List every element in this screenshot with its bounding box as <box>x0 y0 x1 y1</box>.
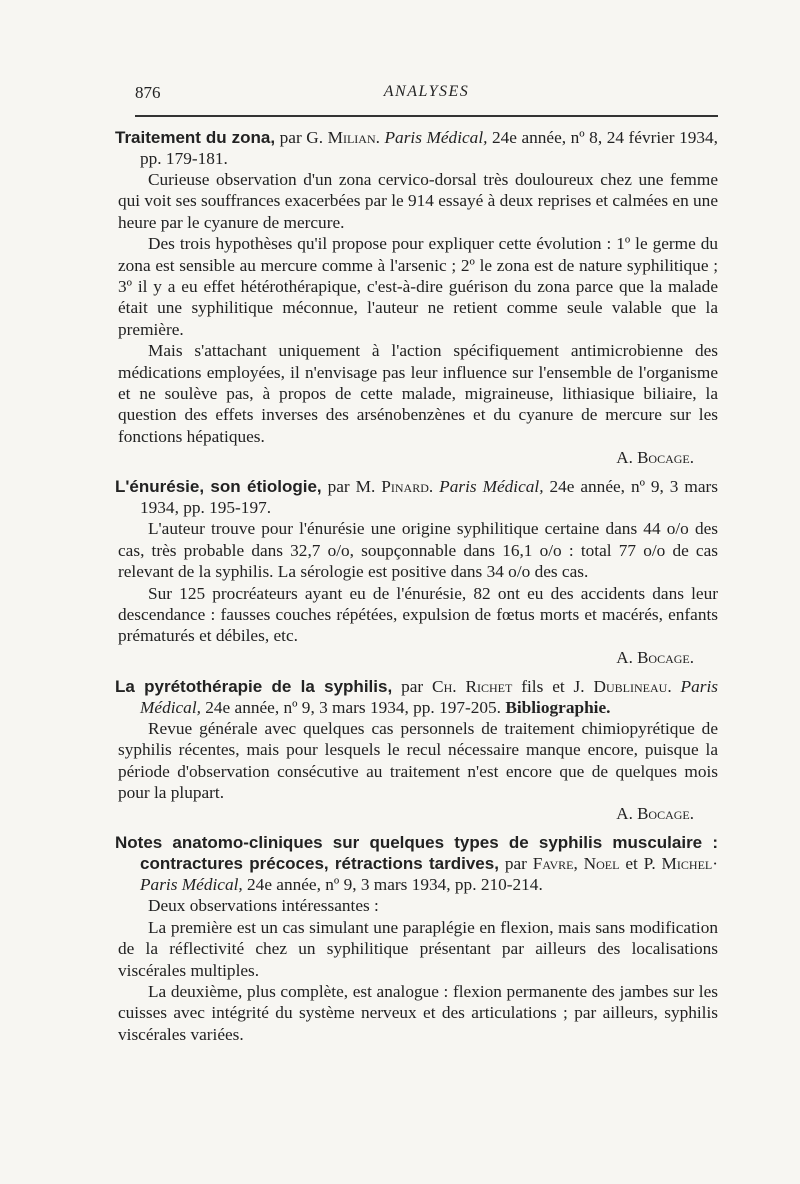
ref-by-2: fils et J. <box>512 676 594 696</box>
bibliography-note: Bibliographie. <box>501 697 611 717</box>
article-author: Pinard. <box>381 477 434 497</box>
article-author-2: Michel· <box>661 854 718 874</box>
page-header <box>135 83 718 107</box>
article-title: Notes anatomo-cliniques sur quelques types de syphilis musculaire : contractures précoces, rétractions tardives, <box>115 833 718 874</box>
ref-by: par <box>392 676 433 696</box>
article-author: Favre, Noel <box>532 854 620 874</box>
journal-name: Paris Médical, <box>439 477 544 497</box>
article-reference <box>115 676 718 718</box>
ref-by: par G. <box>275 128 328 147</box>
ref-details: 24e année, nº 9, 3 mars 1934, pp. 210-214. <box>242 875 543 895</box>
ref-details: 24e année, nº 9, 3 mars 1934, pp. 197-205. <box>200 697 501 717</box>
running-title: ANALYSES <box>383 83 470 100</box>
journal-name: Paris Médical, <box>140 676 718 717</box>
abstract-paragraph: L'auteur trouve pour l'énurésie une origine syphilitique certaine dans 44 o/o des cas, très probable dans 32,7 o/o, soupçonnable dans 16,1 o/o : total 77 o/o de cas relevant de la syphilis. La sérologie est positive dans 34 o/o des cas. <box>118 519 718 582</box>
ref-by: par M. <box>321 477 382 497</box>
abstract-paragraph: Deux observations intéressantes : <box>148 896 379 916</box>
page-number: 876 <box>135 83 161 102</box>
ref-details: 24e année, nº 9, 3 mars 1934, pp. 195-197. <box>140 477 718 518</box>
reviewer-signature: A. Bocage. <box>616 448 694 468</box>
article-title: Traitement du zona, <box>115 128 276 147</box>
article <box>115 832 718 1045</box>
reviewer-signature: A. Bocage. <box>616 804 694 824</box>
article-author-2: Dublineau. <box>593 676 672 696</box>
journal-name: Paris Médical, <box>140 875 243 895</box>
abstract-paragraph: Des trois hypothèses qu'il propose pour expliquer cette évolution : 1º le germe du zona est sensible au mercure comme à l'arsenic ; 2º le zona est de nature syphilitique ; 3º il y a eu effet hétérothérapique, c'est-à-dire guérison du zona parce que la malade était une syphilitique méconnue, l'auteur ne retient comme seule valable que la première. <box>118 234 718 339</box>
ref-by: par <box>498 854 533 874</box>
reviewer-signature: A. Bocage. <box>616 647 694 667</box>
ref-details: 24e année, nº 8, 24 février 1934, pp. 179-181. <box>140 128 718 168</box>
article <box>115 676 718 826</box>
article-reference <box>115 127 718 169</box>
article-author: Ch. Richet <box>432 676 513 696</box>
article-reference <box>115 832 718 895</box>
header-rule <box>135 115 718 117</box>
article-author: Milian. <box>327 128 380 147</box>
article-title: La pyrétothérapie de la syphilis, <box>115 676 393 696</box>
article <box>115 127 718 469</box>
abstract-paragraph: La première est un cas simulant une paraplégie en flexion, mais sans modification de la réflectivité chez un syphilitique présentant par ailleurs des localisations viscérales multiples. <box>118 917 718 980</box>
article-list <box>115 127 718 1052</box>
abstract-paragraph: Sur 125 procréateurs ayant eu de l'énurésie, 82 ont eu des accidents dans leur descendance : fausses couches répétées, expulsion de fœtus morts et macérés, enfants prématurés et débiles, etc. <box>118 583 718 646</box>
abstract-paragraph: La deuxième, plus complète, est analogue : flexion permanente des jambes sur les cuisses avec intégrité du système nerveux et des articulations ; par ailleurs, syphilis viscérales variées. <box>118 981 718 1044</box>
abstract-paragraph: Curieuse observation d'un zona cervico-dorsal très douloureux chez une femme qui voit ses souffrances exacerbées par le 914 essayé à deux reprises et calmées en une heure par le cyanure de mercure. <box>118 170 718 232</box>
ref-by-2: et P. <box>619 854 662 874</box>
abstract-paragraph: Revue générale avec quelques cas personnels de traitement chimiopyrétique de syphilis récentes, mais pour lesquels le recul nécessaire manque encore, puisque la période d'observation consécutive au traitement n'est encore que de quelques mois pour la plupart. <box>118 718 718 802</box>
journal-name: Paris Médical, <box>384 128 488 147</box>
article-reference <box>115 476 718 518</box>
article <box>115 476 718 668</box>
abstract-paragraph: Mais s'attachant uniquement à l'action spécifiquement antimicrobienne des médications employées, il n'envisage pas leur influence sur l'ensemble de l'organisme et ne soulève pas, à propos de cette malade, migraineuse, lithiasique biliaire, la question des effets inverses des arsénobenzènes et du cyanure de mercure sur les fonctions hépatiques. <box>118 341 718 446</box>
article-title: L'énurésie, son étiologie, <box>115 477 322 497</box>
